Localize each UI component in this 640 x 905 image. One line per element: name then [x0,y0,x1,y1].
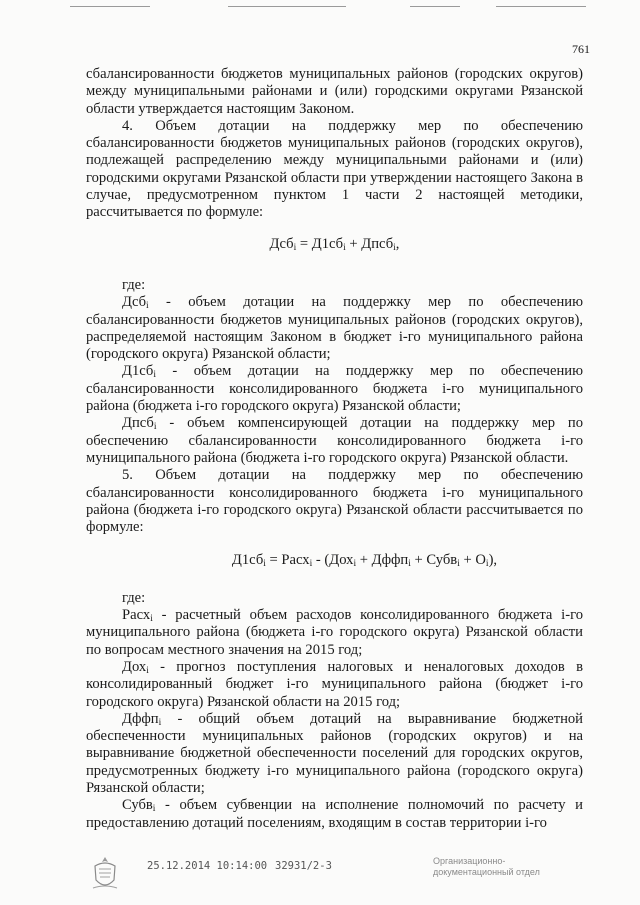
scan-edge-line [228,6,346,7]
page-number: 761 [572,42,590,56]
definition-dpsb: Дпсб$_i$ - объем компенсирующей дотации на поддержку мер по обеспечению сбалансированности консолидированного бюджета i-го муниципального района (бюджета i-го городского округа) Рязанской области. [86,415,583,466]
where-label: где: [122,276,146,293]
definition-dffp: Дффп$_i$ - общий объем дотаций на выравнивание бюджетной обеспеченности муниципальных районов (городских округов) и на выравнивание бюджетной обеспеченности поселений для городских округов, предусмотренных бюджету i-го муниципального района (городского округа) Рязанской области; [86,710,583,796]
definition-subv: Субв$_i$ - объем субвенции на исполнение полномочий по расчету и предоставлению дотаций поселениям, входящим в состав территории i-го [86,797,583,831]
definition-d1sb: $Д1сб_i$ - объем дотации на поддержку мер по обеспечению сбалансированности консолидированного бюджета i-го муниципального района (бюджета i-го городского округа) Рязанской области; [86,363,583,415]
paragraph-5: 5. Объем дотации на поддержку мер по обеспечению сбалансированности консолидированного бюджета i-го муниципального района (бюджета i-го городского округа) Рязанской области рассчитывается по формуле: [86,467,583,536]
definition-dsb: Дсб$_i$ - объем дотации на поддержку мер по обеспечению сбалансированности бюджетов муниципальных районов (городских округов), распределяемой настоящим Законом в бюджет i-го муниципального района (городского округа) Рязанской области; [86,294,583,363]
document-body [86,66,583,832]
formula-1: $Дсб_i = Д1сб_i$ + Дпсб$_i$, [269,235,400,253]
registration-code: 32931/2-3 [275,860,332,872]
document-footer [0,854,640,904]
scan-edge-line [70,6,150,7]
paragraph-continuation: сбалансированности бюджетов муниципальных районов (городских округов) между муниципальными районами и (или) городскими округами Рязанской области утверждается настоящим Законом. [86,66,583,117]
formula-2: $Д1сб_i$ = Расх$_i$ - (Дох$_i$ + Дффп$_i$ + Субв$_i$ + $О_i$), [231,552,498,570]
scan-edge-line [496,6,586,7]
department-stamp: Организационно-документационный отдел [433,856,540,877]
registration-date: 25.12.2014 10:14:00 [147,860,268,872]
scan-edge-line [410,6,460,7]
definition-rash: Расх$_i$ - расчетный объем расходов консолидированного бюджета i-го муниципального района (бюджета i-го городского округа) Рязанской области по вопросам местного значения на 2015 год; [86,607,583,658]
definition-doh: Дох$_i$ - прогноз поступления налоговых и неналоговых доходов в консолидированный бюджет i-го муниципального района (бюджет i-го городского округа) Рязанской области на 2015 год; [86,658,583,710]
where-label: где: [122,589,146,606]
coat-of-arms-stamp-icon [90,854,120,894]
paragraph-4: 4. Объем дотации на поддержку мер по обеспечению сбалансированности бюджетов муниципальных районов (городских округов), подлежащей распределению между муниципальными районами и (или) городскими округами Рязанской области при утверждении настоящего Закона в случае, предусмотренном пунктом 1 части 2 настоящей методики, рассчитывается по формуле: [86,117,583,221]
